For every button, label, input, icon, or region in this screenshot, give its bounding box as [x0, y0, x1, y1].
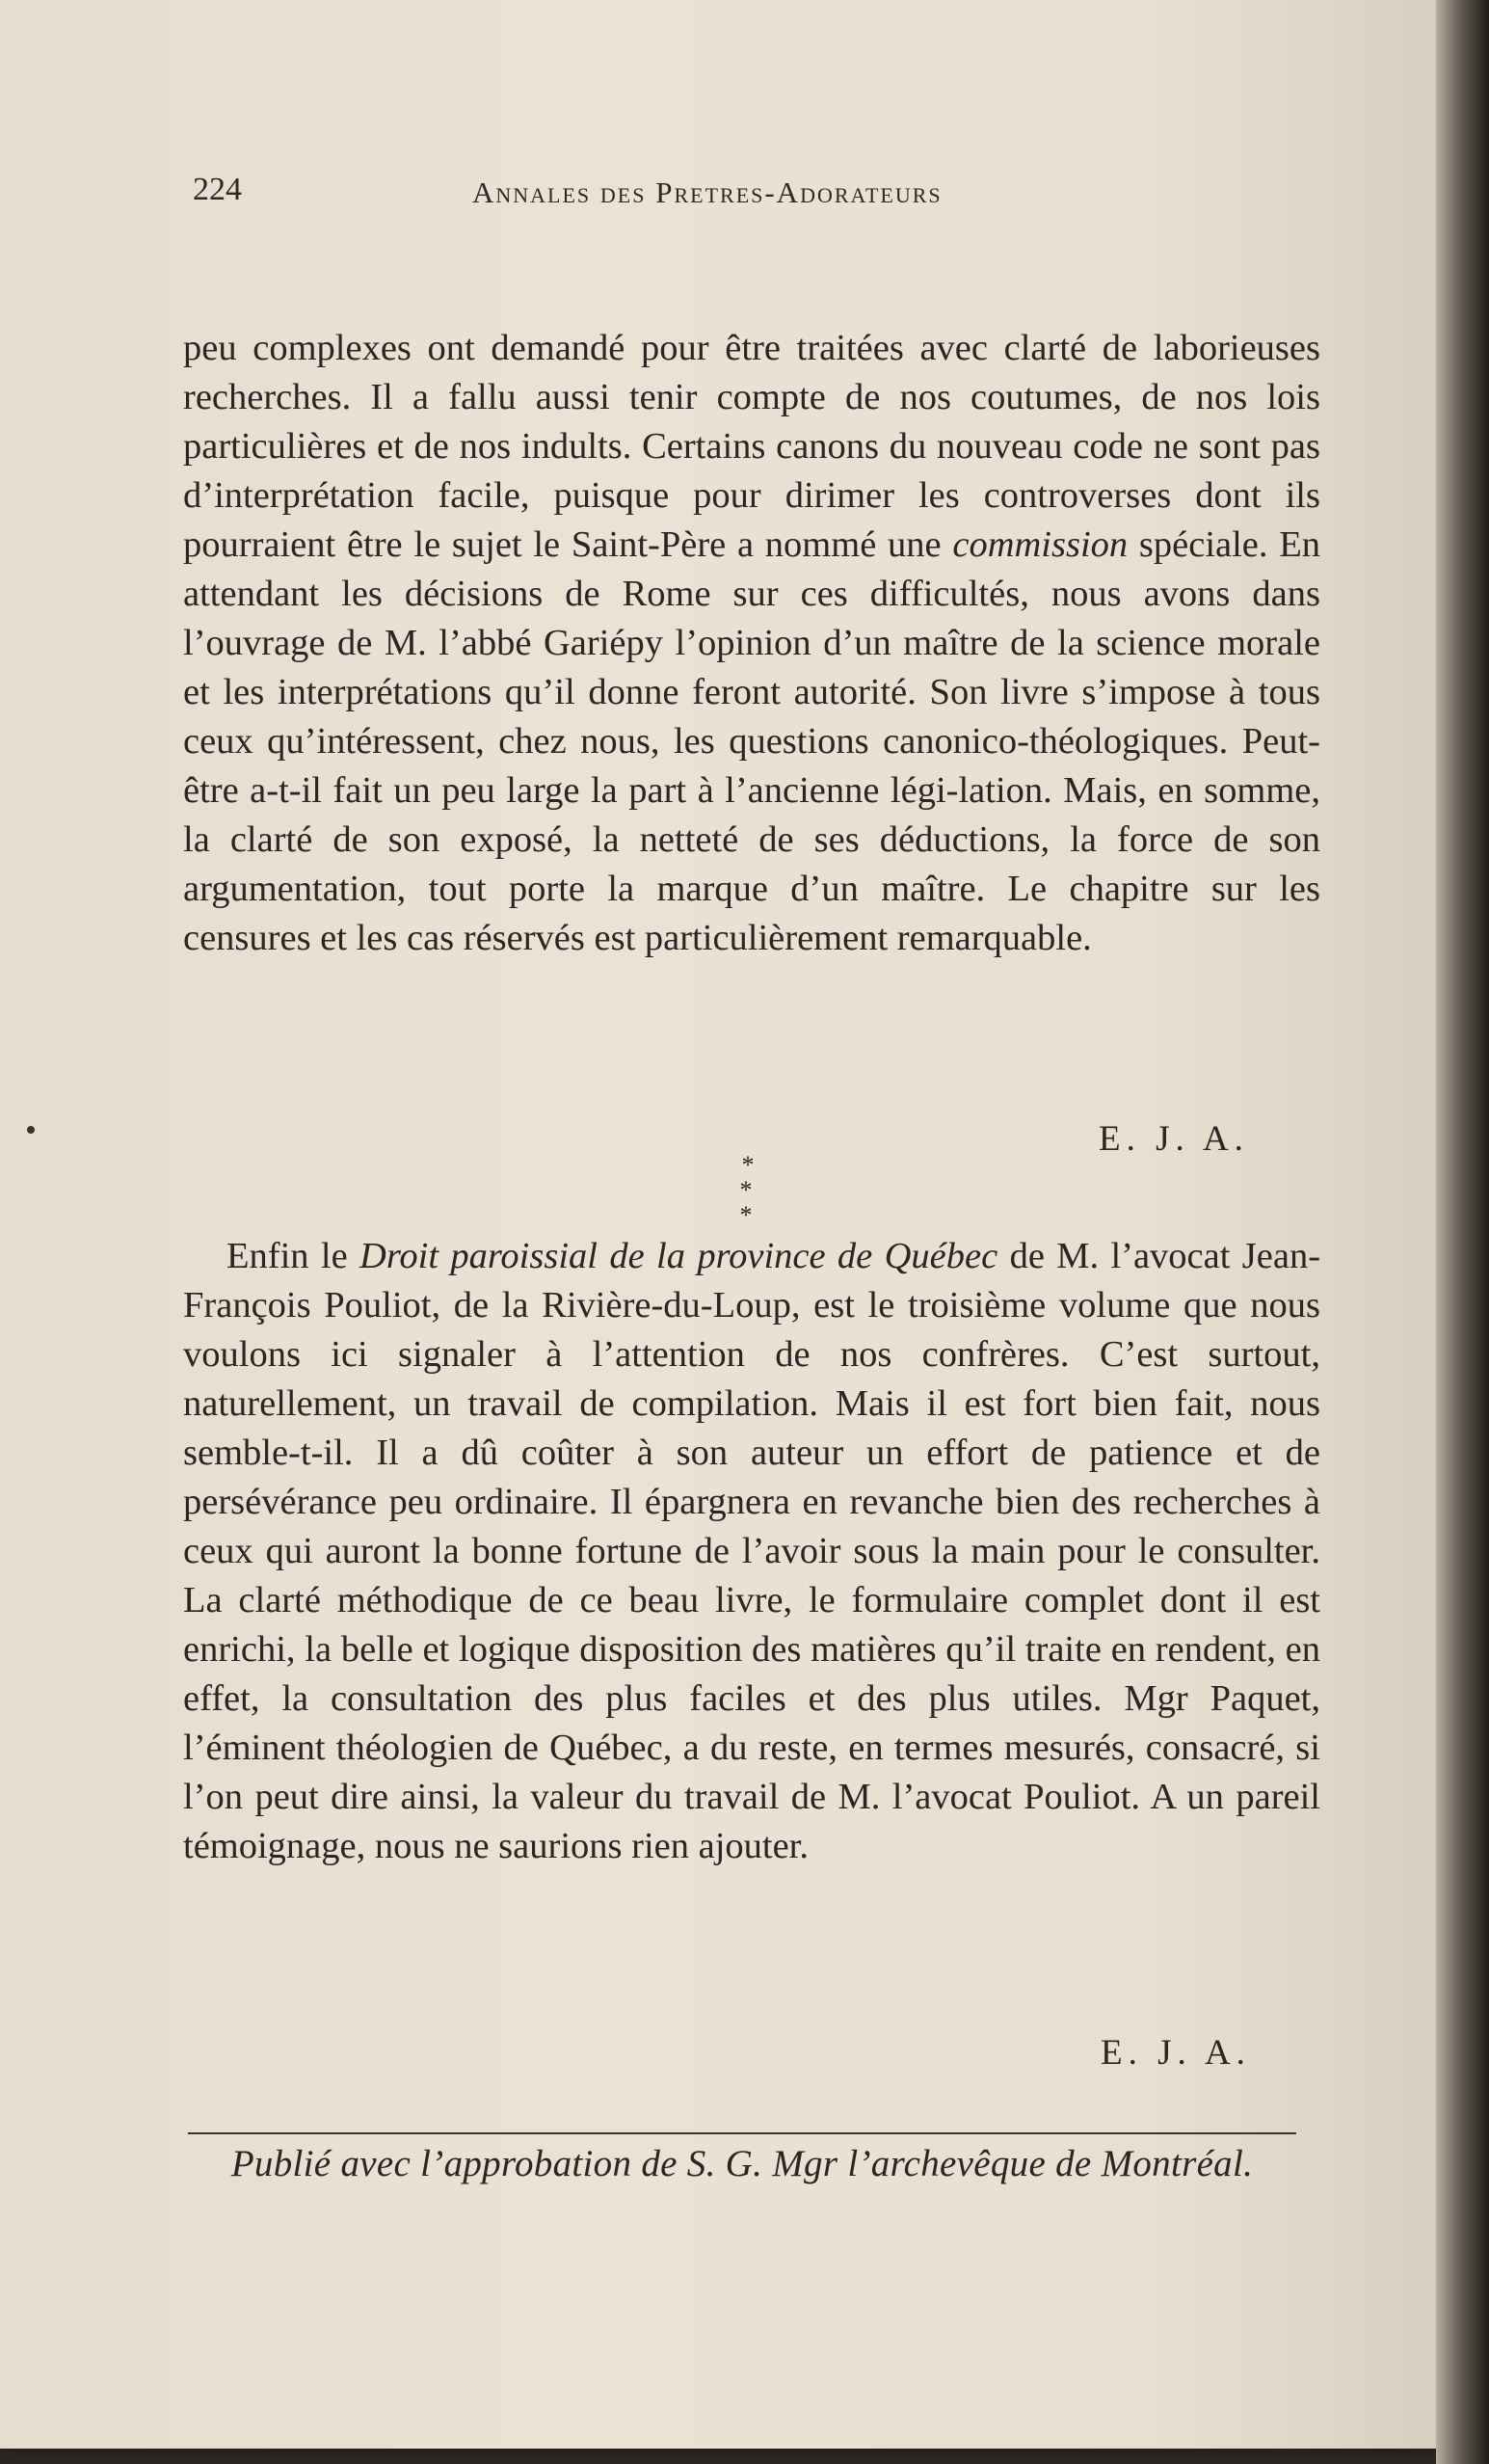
- review-2-signature: E. J. A.: [1101, 2033, 1251, 2073]
- imprimatur-line: Publié avec l’approbation de S. G. Mgr l’archevêque de Montréal.: [230, 2143, 1254, 2184]
- review-paragraph-2: [183, 1232, 1320, 1871]
- running-head: [193, 172, 1311, 229]
- review-2-book-title: Droit paroissial de la province de Québec: [359, 1236, 998, 1276]
- running-title: Annales des Pretres-Adorateurs: [472, 175, 943, 209]
- review-1-text-cont: spéciale. En attendant les décisions de Rome sur ces difficultés, nous avons dans l’ouvrage de M. l’abbé Gariépy l’opinion d’un maître de la science morale et les interprétations qu’il donne feront autorité. Son livre s’impose à tous ceux qu’intéressent, chez nous, les questions canonico-théologiques. Peut-être a-t-il fait un peu large la part à l’ancienne légi-lation. Mais, en somme, la clarté de son exposé, la netteté de ses déductions, la force de son argumentation, tout porte la marque d’un maître. Le chapitre sur les censures et les cas réservés est particulièrement remarquable.: [183, 524, 1321, 958]
- asterism-separator: [709, 1151, 786, 1229]
- review-paragraph-1: [183, 324, 1320, 963]
- asterism-bottom: * *: [739, 1176, 766, 1229]
- paper-speck: [27, 1126, 35, 1134]
- review-2-lead: Enfin le: [226, 1236, 348, 1276]
- footer-rule: [188, 2132, 1296, 2134]
- review-2-text: de M. l’avocat Jean-François Pouliot, de la Rivière-du-Loup, est le troisième volume que nous voulons ici signaler à l’attention de nos confrères. C’est surtout, naturellement, un travail de compilation. Mais il est fort bien fait, nous semble-t-il. Il a dû coûter à son auteur un effort de patience et de persévérance peu ordinaire. Il épargnera en revanche bien des recherches à ceux qui auront la bonne fortune de l’avoir sous la main pour le consulter. La clarté méthodique de ce beau livre, le formulaire complet dont il est enrichi, la belle et logique disposition des matières qu’il traite en rendent, en effet, la consultation des plus faciles et des plus utiles. Mgr Paquet, l’éminent théologien de Québec, a du reste, en termes mesurés, consacré, si l’on peut dire ainsi, la valeur du travail de M. l’avocat Pouliot. A un pareil témoignage, nous ne saurions rien ajouter.: [183, 1236, 1321, 1866]
- page-number: 224: [193, 172, 242, 207]
- asterism-top: *: [741, 1151, 755, 1179]
- review-1-emphasis: commission: [952, 524, 1129, 565]
- page-edge-shadow: [1436, 0, 1489, 2464]
- review-1-text: peu complexes ont demandé pour être traitées avec clarté de laborieuses recherches. Il a fallu aussi tenir compte de nos coutumes, de nos lois particulières et de nos indults. Certains canons du nouveau code ne sont pas d’interprétation facile, puisque pour dirimer les controverses dont ils pourraient être le sujet le Saint-Père a nommé une: [183, 328, 1320, 565]
- review-1-signature: E. J. A.: [1099, 1119, 1249, 1159]
